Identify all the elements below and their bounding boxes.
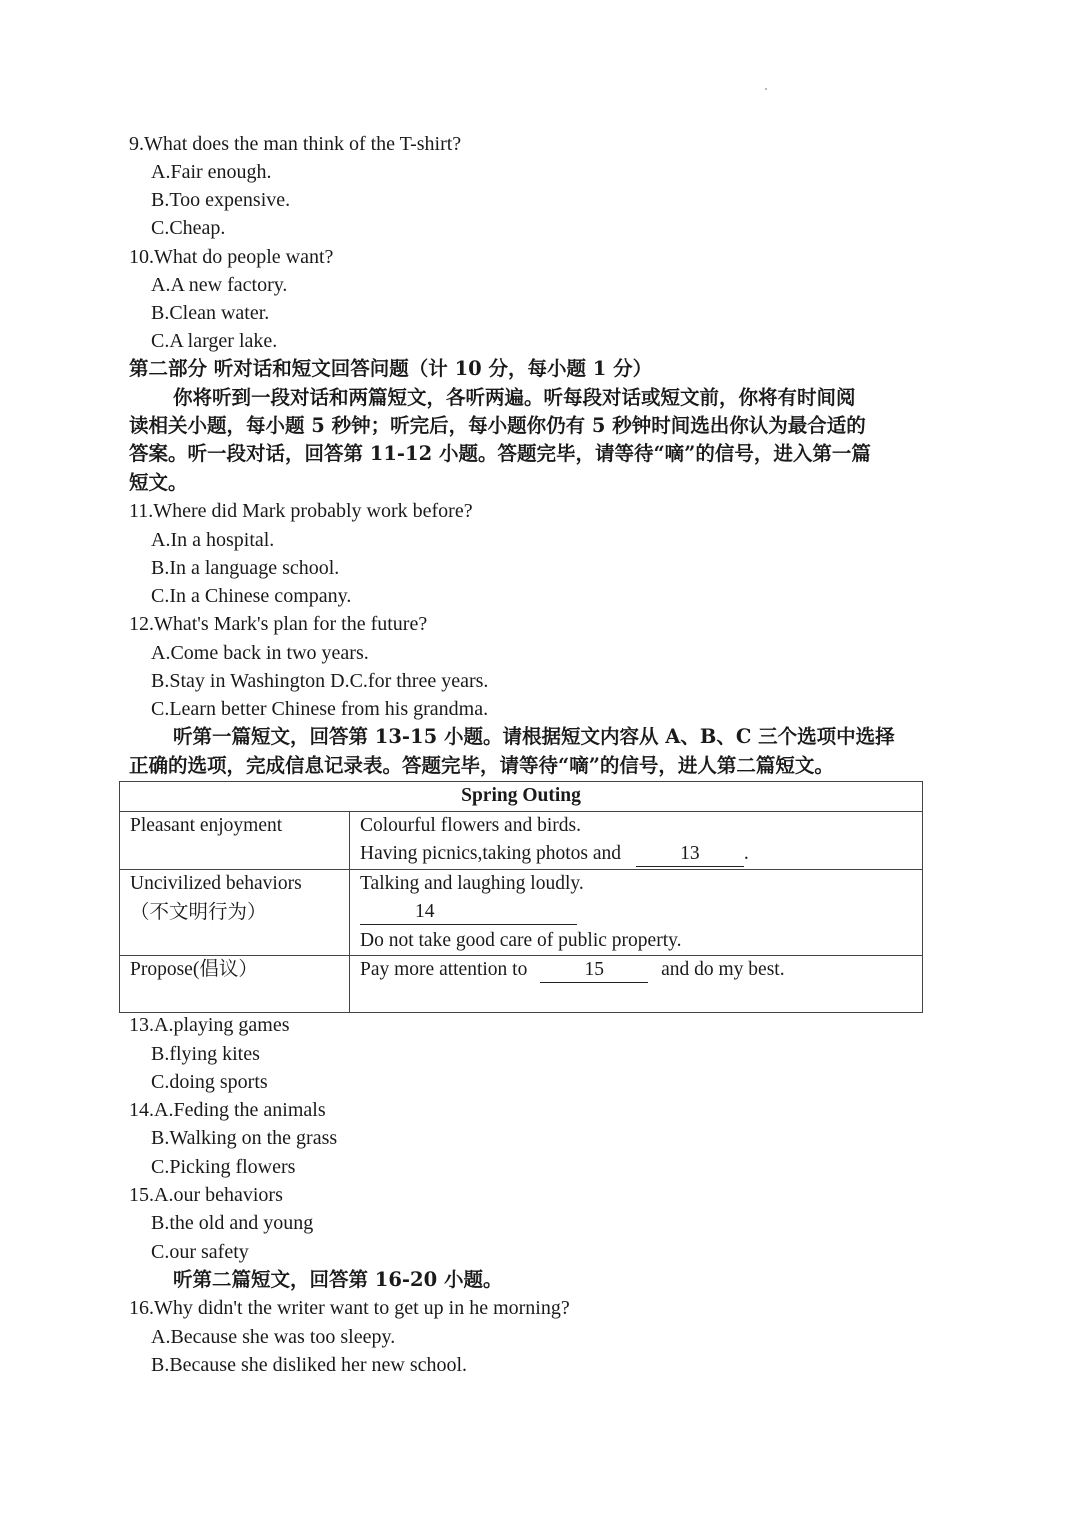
part2-instruction-line-1: 你将听到一段对话和两篇短文，各听两遍。听每段对话或短文前，你将有时间阅 (173, 386, 856, 409)
pleasant-line-2-end: . (743, 843, 749, 864)
question-12-option-c: C.Learn better Chinese from his grandma. (151, 698, 489, 720)
question-13: 13.A.playing games (129, 1014, 290, 1036)
question-15-option-b: B.the old and young (151, 1212, 314, 1234)
question-14: 14.A.Feding the animals (129, 1099, 326, 1121)
part2-heading: 第二部分 听对话和短文回答问题（计 10 分，每小题 1 分） (129, 357, 653, 380)
blank-14 (360, 900, 577, 925)
row-content-pleasant (350, 811, 923, 869)
question-10-option-a: A.A new factory. (151, 274, 288, 296)
question-12-option-a: A.Come back in two years. (151, 642, 369, 664)
blank-13: 13 (636, 842, 744, 867)
blank-14-number: 14 (415, 901, 435, 922)
passage1-instruction-line-1: 听第一篇短文，回答第 13-15 小题。请根据短文内容从 A、B、C 三个选项中选择 (173, 725, 895, 748)
blank-15: 15 (540, 958, 648, 983)
question-9-option-b: B.Too expensive. (151, 189, 291, 211)
passage1-instruction-line-2: 正确的选项，完成信息记录表。答题完毕，请等待“嘀”的信号，进人第二篇短文。 (129, 754, 834, 777)
uncivilized-label-cn: （不文明行为） (130, 900, 267, 923)
pleasant-line-1: Colourful flowers and birds. (360, 814, 581, 836)
part2-instruction-line-4: 短文。 (129, 471, 188, 494)
question-15-option-c: C.our safety (151, 1241, 249, 1263)
row-content-uncivilized (350, 869, 923, 956)
spring-outing-table (119, 781, 923, 1013)
propose-text: Pay more attention to (360, 959, 528, 980)
uncivilized-line-1: Talking and laughing loudly. (360, 872, 584, 894)
question-11-option-c: C.In a Chinese company. (151, 585, 352, 607)
question-11-option-b: B.In a language school. (151, 557, 340, 579)
scan-speck (765, 88, 767, 90)
uncivilized-line-3: Do not take good care of public property. (360, 929, 682, 951)
part2-instruction-line-3: 答案。听一段对话，回答第 11-12 小题。答题完毕，请等待“嘀”的信号，进入第一篇 (129, 442, 871, 465)
question-13-option-c: C.doing sports (151, 1071, 268, 1093)
question-9-option-a: A.Fair enough. (151, 161, 272, 183)
question-12-option-b: B.Stay in Washington D.C.for three years. (151, 670, 489, 692)
question-14-option-c: C.Picking flowers (151, 1156, 296, 1178)
question-11: 11.Where did Mark probably work before? (129, 500, 473, 522)
question-11-option-a: A.In a hospital. (151, 529, 275, 551)
row-label-propose: Propose(倡议） (120, 956, 350, 1013)
passage2-instruction: 听第二篇短文，回答第 16-20 小题。 (173, 1268, 503, 1291)
propose-text-end: and do my best. (661, 959, 785, 980)
question-12: 12.What's Mark's plan for the future? (129, 613, 428, 635)
question-16-option-a: A.Because she was too sleepy. (151, 1326, 396, 1348)
question-14-option-b: B.Walking on the grass (151, 1127, 338, 1149)
question-9: 9.What does the man think of the T-shirt? (129, 133, 462, 155)
question-10: 10.What do people want? (129, 246, 334, 268)
pleasant-line-2-text: Having picnics,taking photos and (360, 843, 622, 864)
question-10-option-c: C.A larger lake. (151, 330, 278, 352)
row-content-propose (350, 956, 923, 1013)
question-9-option-c: C.Cheap. (151, 217, 226, 239)
question-13-option-b: B.flying kites (151, 1043, 260, 1065)
pleasant-line-2 (360, 840, 912, 869)
row-label-uncivilized (120, 869, 350, 956)
question-16-option-b: B.Because she disliked her new school. (151, 1354, 468, 1376)
question-15: 15.A.our behaviors (129, 1184, 283, 1206)
question-16: 16.Why didn't the writer want to get up in he morning? (129, 1297, 570, 1319)
row-label-pleasant: Pleasant enjoyment (120, 811, 350, 869)
uncivilized-line-2 (360, 898, 912, 927)
question-10-option-b: B.Clean water. (151, 302, 270, 324)
uncivilized-label-en: Uncivilized behaviors (130, 872, 302, 894)
part2-instruction-line-2: 读相关小题，每小题 5 秒钟；听完后，每小题你仍有 5 秒钟时间选出你认为最合适的 (129, 414, 866, 437)
table-title: Spring Outing (120, 782, 923, 812)
